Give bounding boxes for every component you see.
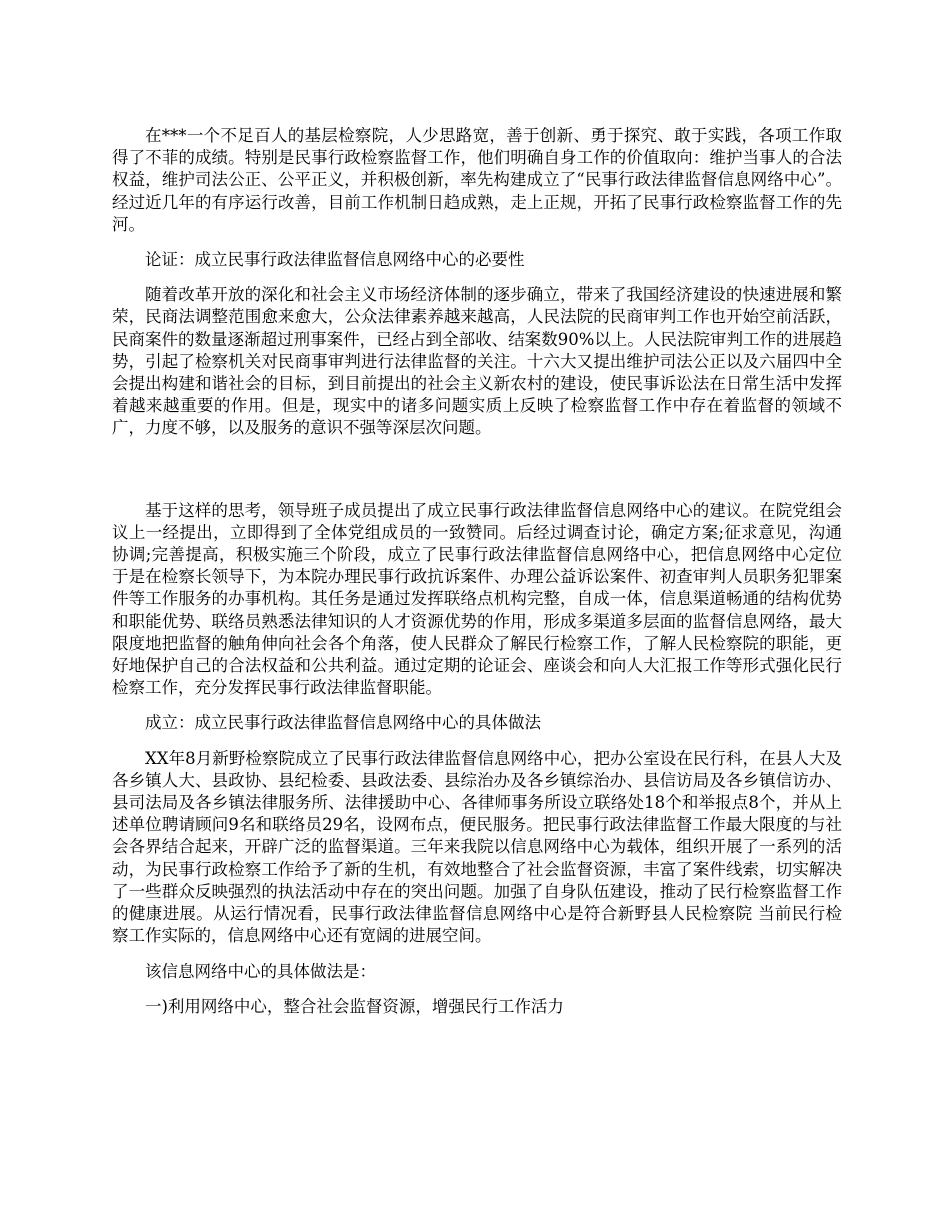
practice-paragraph: XX年8月新野检察院成立了民事行政法律监督信息网络中心，把办公室设在民行科，在县人大及各乡镇人大、县政协、县纪检委、县政法委、县综治办及各乡镇综治办、县信访局及各乡镇信访办、县司法局及各乡镇法律服务所、法律援助中心、各律师事务所设立联络处18个和举报点8个，并从上述单位聘请顾问9名和联络员29名，设网布点，便民服务。把民事行政法律监督工作最大限度的与社会各界结合起来，开辟广泛的监督渠道。三年来我院以信息网络中心为载体，组织开展了一系列的活动，为民事行政检察工作给予了新的生机，有效地整合了社会监督资源，丰富了案件线索，切实解决了一些群众反映强烈的执法活动中存在的突出问题。加强了自身队伍建设，推动了民行检察监督工作的健康进展。从运行情况看，民事行政法律监督信息网络中心是符合新野县人民检察院 当前民行检察工作实际的，信息网络中心还有宽阔的进展空间。 (112, 748, 842, 946)
intro-paragraph: 在***一个不足百人的基层检察院，人少思路宽，善于创新、勇于探究、敢于实践，各项工作取得了不菲的成绩。特别是民事行政检察监督工作，他们明确自身工作的价值取向：维护当事人的合法权益，维护司法公正、公平正义，并积极创新，率先构建成立了“民事行政法律监督信息网络中心”。经过近几年的有序运行改善，目前工作机制日趋成熟，走上正规，开拓了民事行政检察监督工作的先河。 (112, 126, 842, 234)
section-heading-necessity: 论证：成立民事行政法律监督信息网络中心的必要性 (145, 250, 525, 270)
subsection-heading-1: 一)利用网络中心，整合社会监督资源，增强民行工作活力 (145, 996, 564, 1016)
necessity-paragraph: 随着改革开放的深化和社会主义市场经济体制的逐步确立，带来了我国经济建设的快速进展和繁荣，民商法调整范围愈来愈大，公众法律素养越来越高，人民法院的民商审判工作也开始空前活跃，民商案件的数量逐渐超过刑事案件，已经占到全部收、结案数90%以上。人民法院审判工作的进展趋势，引起了检察机关对民商事审判进行法律监督的关注。十六大又提出维护司法公正以及六届四中全会提出构建和谐社会的目标，到目前提出的社会主义新农村的建设，使民事诉讼法在日常生活中发挥着越来越重要的作用。但是，现实中的诸多问题实质上反映了检察监督工作中存在着监督的领域不广，力度不够，以及服务的意识不强等深层次问题。 (112, 285, 842, 438)
practice-intro-line: 该信息网络中心的具体做法是： (145, 961, 376, 981)
proposal-paragraph: 基于这样的思考，领导班子成员提出了成立民事行政法律监督信息网络中心的建议。在院党组会议上一经提出，立即得到了全体党组成员的一致赞同。后经过调查讨论，确定方案;征求意见，沟通协调;完善提高，积极实施三个阶段，成立了民事行政法律监督信息网络中心，把信息网络中心定位于是在检察长领导下，为本院办理民事行政抗诉案件、办理公益诉讼案件、初查审判人员职务犯罪案件等工作服务的办事机构。其任务是通过发挥联络点机构完整，自成一体，信息渠道畅通的结构优势和职能优势、联络员熟悉法律知识的人才资源优势的作用，形成多渠道多层面的监督信息网络，最大限度地把监督的触角伸向社会各个角落，使人民群众了解民行检察工作，了解人民检察院的职能，更好地保护自己的合法权益和公共利益。通过定期的论证会、座谈会和向人大汇报工作等形式强化民行检察工作，充分发挥民事行政法律监督职能。 (112, 500, 842, 698)
document-body (112, 125, 842, 1018)
section-heading-practice: 成立：成立民事行政法律监督信息网络中心的具体做法 (145, 713, 541, 733)
